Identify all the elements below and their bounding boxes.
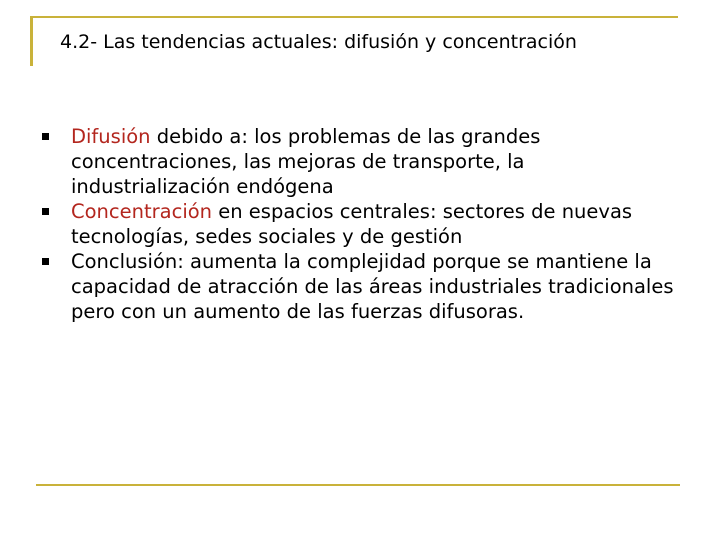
square-bullet-icon bbox=[42, 133, 49, 140]
bullet-item-conclusion bbox=[38, 249, 678, 324]
bullet-text: en espacios centrales: sectores de nuevas tecnologías, sedes sociales y de gestión bbox=[71, 200, 633, 248]
bullet-text: debido a: los problemas de las grandes concentraciones, las mejoras de transporte, la industrialización endógena bbox=[71, 125, 541, 198]
bullet-item-difusion bbox=[38, 124, 678, 199]
bullet-lead-term: Concentración bbox=[71, 200, 213, 223]
bullet-lead-term: Difusión bbox=[71, 125, 151, 148]
square-bullet-icon bbox=[42, 208, 49, 215]
bullet-item-concentracion bbox=[38, 199, 678, 249]
bullet-text: Conclusión: aumenta la complejidad porque se mantiene la capacidad de atracción de las áreas industriales tradicionales pero con un aumento de las fuerzas difusoras. bbox=[71, 250, 674, 323]
bottom-divider-line bbox=[36, 484, 680, 486]
title-frame-top-line bbox=[30, 16, 678, 18]
square-bullet-icon bbox=[42, 258, 49, 265]
slide-title: 4.2- Las tendencias actuales: difusión y concentración bbox=[60, 31, 577, 53]
bullet-list bbox=[38, 124, 678, 324]
title-frame-left-line bbox=[30, 16, 33, 66]
